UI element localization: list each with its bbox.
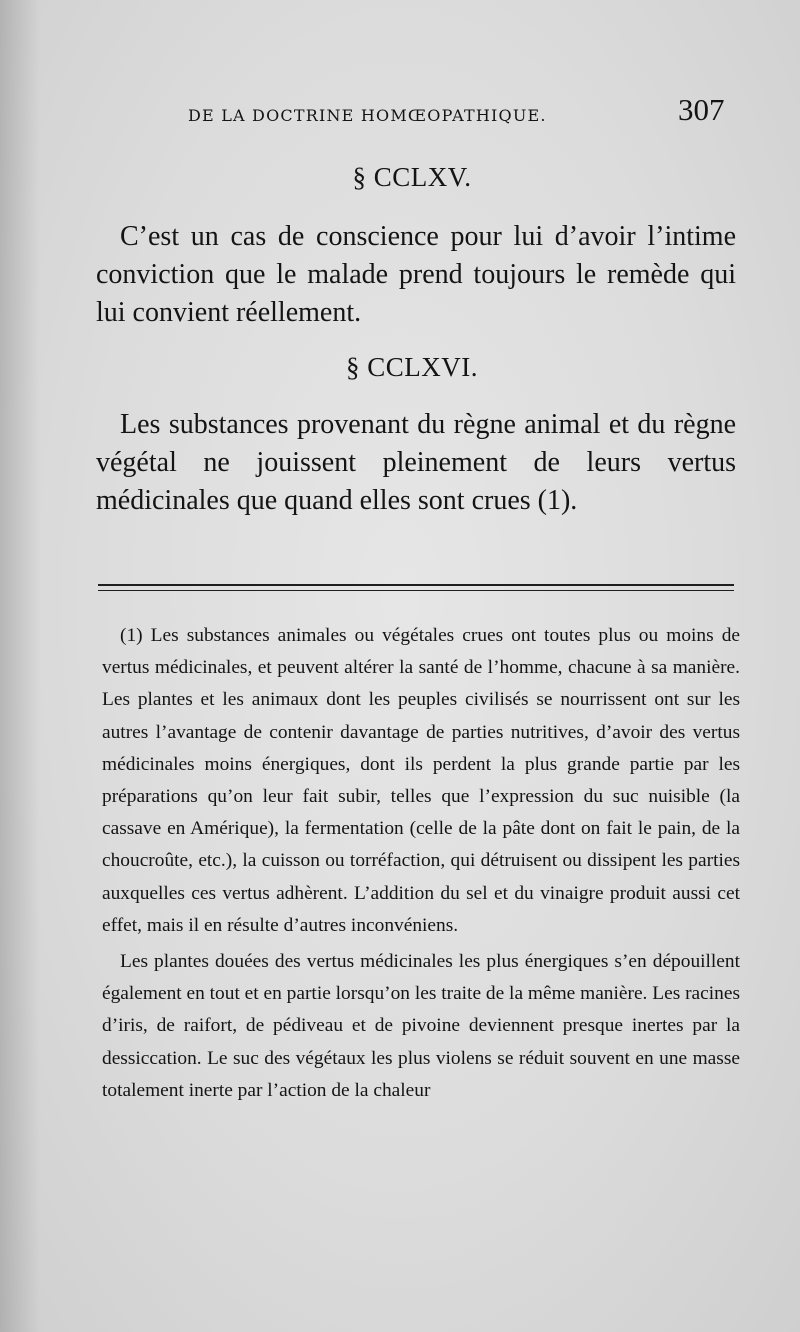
footnote-paragraph: (1) Les substances animales ou végétales crues ont toutes plus ou moins de vertus médicinales, et peuvent altérer la santé de l’homme, chacune à sa manière. Les plantes et les animaux dont les peuples civilisés se nourrissent ont sur les autres l’avantage de contenir davantage de parties nutritives, d’avoir des vertus médicinales moins énergiques, dont ils perdent la plus grande partie par les préparations qu’on leur fait subir, telles que l’expression du suc nuisible (la cassave en Amérique), la fermentation (celle de la pâte dont on fait le pain, de la choucroûte, etc.), la cuisson ou torréfaction, qui détruisent ou dissipent les parties auxquelles ces vertus adhèrent. L’addition du sel et du vinaigre produit aussi cet effet, mais il en résulte d’autres inconvéniens. (102, 625, 740, 936)
page-number: 307 (678, 92, 725, 127)
section-title-cclxv: § CCLXV. (352, 162, 472, 192)
footnote (102, 620, 740, 1107)
footnote-paragraph: Les plantes douées des vertus médicinales les plus énergiques s’en dépouillent également en tout et en partie lorsqu’on les traite de la même manière. Les racines d’iris, de raifort, de pédiveau et de pivoine deviennent presque inertes par la dessiccation. Le suc des végétaux les plus violens se réduit souvent en une masse totalement inerte par l’action de la chaleur (102, 951, 741, 1101)
section-title-cclxvi: § CCLXVI. (346, 352, 478, 382)
footnote-divider-thick (98, 584, 734, 586)
footnote-divider-thin (98, 590, 734, 591)
section-text-cclxv (96, 218, 736, 332)
page-gutter-shadow (0, 0, 40, 1332)
section-text-cclxvi (96, 406, 736, 520)
paragraph: C’est un cas de conscience pour lui d’avoir l’intime conviction que le malade prend toujours le remède qui lui convient réellement. (96, 221, 736, 328)
paragraph: Les substances provenant du règne animal et du règne végétal ne jouissent pleinement de leurs vertus médicinales que quand elles sont crues (1). (96, 409, 736, 516)
running-head: DE LA DOCTRINE HOMŒOPATHIQUE. (188, 106, 547, 125)
